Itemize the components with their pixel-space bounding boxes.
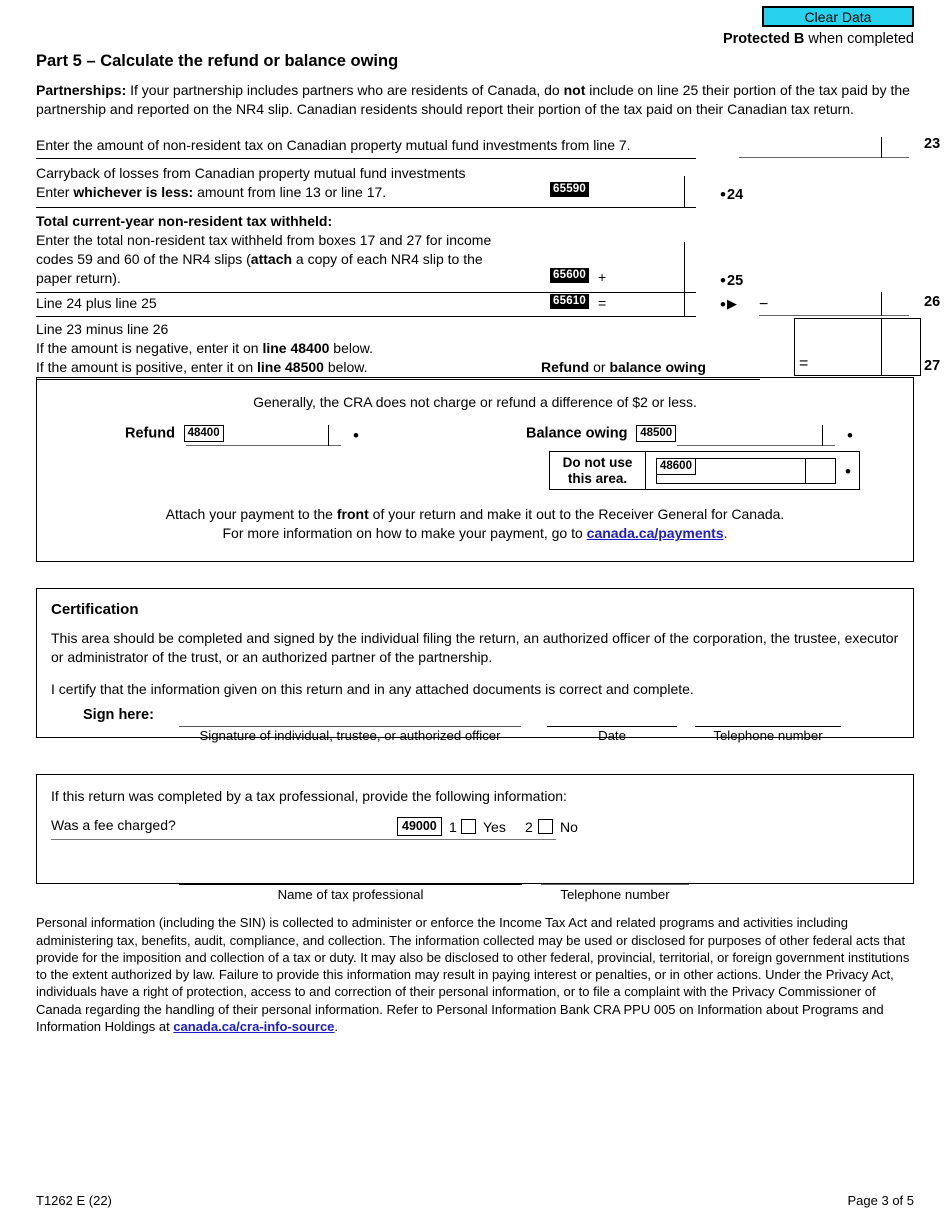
fee-charged-rule: [51, 839, 556, 840]
line-26-arrow-icon: ▶: [727, 296, 737, 312]
line-27-result-box[interactable]: [794, 318, 921, 376]
payment-line-2: [37, 524, 913, 543]
partnerships-not: not: [563, 82, 586, 98]
reserved-cents-separator: [805, 458, 806, 484]
cra-info-source-link[interactable]: canada.ca/cra-info-source: [173, 1018, 335, 1034]
yes-option-number: 1: [449, 819, 457, 836]
line-27-neg-1: If the amount is negative, enter it on: [36, 340, 263, 357]
line-26-operator: =: [598, 295, 607, 312]
payment-line-1: [37, 505, 913, 524]
privacy-text: Personal information (including the SIN) is collected to administer or enforce the Income Tax Act and related programs and activities including administering tax, benefits, audit, compliance, and collection. The information collected may be used or disclosed for purposes of other federal acts that provide for the imposition and collection of a tax or duty. It may also be disclosed to other federal, provincial, territorial, or foreign government institutions to the extent authorized by law. Failure to provide this information may result in paying interest or penalties, or in other actions. Under the Privacy Act, individuals have a right of protection, access to and correction of their personal information, or to file a complaint with the Privacy Commissioner of Canada regarding the handling of their personal information. Refer to Personal Information Bank CRA PPU 005 on Information about Programs and Information Holdings at: [36, 915, 910, 1034]
line-23-text: Enter the amount of non-resident tax on Canadian property mutual fund investments from line 7.: [36, 137, 631, 154]
line-26-rule: [36, 316, 696, 317]
cra-difference-note: Generally, the CRA does not charge or refund a difference of $2 or less.: [253, 394, 697, 411]
refund-cents-separator: [328, 425, 329, 446]
payment-front-bold: front: [336, 506, 369, 523]
line-24-number: 24: [727, 187, 744, 204]
line-24-text-2: [36, 183, 386, 202]
do-not-use-panel: Do not use this area. 48600 •: [549, 451, 860, 490]
line-25-text-3: paper return).: [36, 270, 121, 287]
partnerships-note: [36, 81, 914, 118]
line-27-equals-sign: =: [799, 355, 809, 373]
page-title: Part 5 – Calculate the refund or balance owing: [36, 52, 399, 70]
line-24-cents-separator: [684, 176, 685, 207]
line-27-row: [36, 320, 941, 382]
do-not-use-line-2: this area.: [567, 470, 628, 486]
form-code: T1262 E (22): [36, 1193, 112, 1208]
telephone-field[interactable]: [695, 707, 841, 727]
no-option-number: 2: [525, 819, 533, 836]
payment-instructions: [37, 505, 913, 543]
field-code-49000[interactable]: 49000: [397, 817, 442, 836]
fee-charged-question: Was a fee charged?: [51, 817, 176, 834]
balance-owing-label: Balance owing: [526, 425, 628, 442]
tax-professional-intro: If this return was completed by a tax professional, provide the following information:: [51, 788, 567, 805]
line-23-number: 23: [924, 136, 941, 153]
payment-period: .: [723, 525, 728, 542]
page-number: Page 3 of 5: [847, 1193, 914, 1208]
line-24-whichever: whichever is less:: [73, 184, 194, 201]
date-caption: Date: [598, 727, 626, 743]
line-27-pos-2: below.: [323, 359, 368, 376]
field-code-65600[interactable]: 65600: [550, 268, 589, 283]
signature-caption: Signature of individual, trustee, or authorized officer: [199, 727, 501, 743]
payment-attach-text: Attach your payment to the: [165, 506, 337, 523]
balance-owing-amount-field[interactable]: [677, 426, 835, 446]
refund-balance-panel: Generally, the CRA does not charge or refund a difference of $2 or less. Refund 48400 • Balance owing 48500 • Do not use this area. 48600 • Attach your payment to the front of your return and make it out to the Receiver General for Canada. For more information on how to make your payment, go to canada.ca/payments.: [36, 377, 914, 562]
field-code-48500[interactable]: 48500: [636, 425, 676, 442]
line-26-result-field[interactable]: [759, 292, 909, 316]
signature-row: [51, 707, 899, 747]
partnerships-text-1: If your partnership includes partners who are residents of Canada, do: [126, 82, 564, 98]
line-26-number: 26: [924, 294, 941, 311]
line-25-operator: +: [598, 269, 607, 286]
fee-yes-checkbox[interactable]: [461, 819, 476, 834]
line-23-amount-field[interactable]: [739, 134, 909, 158]
tax-professional-name-caption: Name of tax professional: [277, 887, 424, 903]
line-27-or: or: [589, 359, 610, 376]
yes-option-label: Yes: [483, 819, 506, 836]
signature-field[interactable]: [179, 707, 521, 727]
line-26-minus-sign: −: [759, 296, 769, 314]
privacy-notice: [36, 914, 914, 1035]
privacy-period: .: [334, 1018, 339, 1034]
line-48500-ref: line 48500: [257, 359, 324, 376]
line-27-refund-label: Refund: [541, 359, 590, 376]
tax-professional-name-field[interactable]: [179, 867, 522, 885]
line-26-row: Line 24 plus line 25 65610 = • ▶ − 26: [36, 292, 914, 320]
refund-amount-field[interactable]: [186, 426, 341, 446]
line-23-text-rule: [36, 158, 696, 159]
clear-data-button[interactable]: Clear Data: [762, 6, 914, 27]
line-27-number: 27: [924, 358, 941, 375]
line-23-row: [36, 134, 941, 162]
fee-no-checkbox[interactable]: [538, 819, 553, 834]
partnerships-label: Partnerships:: [36, 82, 127, 98]
line-26-text: Line 24 plus line 25: [36, 295, 157, 312]
line-25-heading: [36, 212, 332, 231]
line-25-heading-text: Total current-year non-resident tax withheld:: [36, 213, 333, 230]
field-code-48400[interactable]: 48400: [184, 425, 224, 442]
protected-b-suffix: when completed: [804, 31, 914, 47]
line-24-rule: [36, 207, 696, 208]
line-25-number: 25: [727, 273, 744, 290]
line-27-cents-separator: [881, 318, 882, 376]
calculation-block: [36, 134, 941, 376]
line-27-neg-2: below.: [329, 340, 373, 357]
refund-label: Refund: [125, 425, 175, 442]
line-24-enter: Enter: [36, 184, 74, 201]
sign-here-label: Sign here:: [83, 706, 154, 723]
line-27-text-2: [36, 339, 373, 358]
line-25-copy: a copy of each NR4 slip to the: [292, 251, 483, 268]
line-27-pos-1: If the amount is positive, enter it on: [36, 359, 258, 376]
date-field[interactable]: [547, 707, 677, 727]
fee-charged-row: [51, 817, 899, 851]
line-24-amount-from: amount from line 13 or line 17.: [193, 184, 387, 201]
tax-professional-panel: [36, 774, 914, 903]
partnerships-text-2: include on line 25 their portion of the tax paid by the partnership and reported on the NR4 slip. Canadian residents should report their portion of the tax paid on their Canadian tax return.: [36, 82, 910, 117]
certification-paragraph-1: This area should be completed and signed by the individual filing the return, an authorized officer of the corporation, the trustee, executor or administrator of the trust, or an authorized partner of the partnership.: [51, 630, 899, 666]
line-24-amount-field[interactable]: [596, 180, 696, 202]
line-25-text-1: Enter the total non-resident tax withheld from boxes 17 and 27 for income: [36, 232, 492, 249]
balance-cents-separator: [822, 425, 823, 446]
line-27-text-3: [36, 358, 368, 377]
line-25-attach: attach: [250, 251, 293, 268]
tax-professional-fields-row: [51, 867, 899, 901]
field-code-48600[interactable]: 48600: [656, 458, 696, 475]
protected-b-label: Protected B: [722, 31, 805, 47]
tax-professional-phone-field[interactable]: [541, 867, 689, 885]
line-24-text-1: Carryback of losses from Canadian property mutual fund investments: [36, 165, 466, 182]
do-not-use-line-1: Do not use: [562, 455, 633, 471]
balance-owing-group: [526, 425, 676, 442]
line-26-result-cents-separator: [881, 292, 882, 316]
line-25-text-2: [36, 250, 483, 269]
line-48400-ref: line 48400: [262, 340, 330, 357]
protected-b-notice: [723, 31, 914, 47]
line-25-codes: codes 59 and 60 of the NR4 slips (: [36, 251, 251, 268]
certification-paragraph-2: I certify that the information given on this return and in any attached documents is correct and complete.: [51, 681, 694, 697]
line-27-caption: [541, 358, 706, 377]
canada-payments-link[interactable]: canada.ca/payments: [586, 525, 724, 542]
line-24-row: Carryback of losses from Canadian property mutual fund investments Enter whichever is less: amount from line 13 or line 17. 65590 • 24: [36, 162, 914, 212]
certification-panel: [36, 588, 914, 743]
line-25-cents-separator: [684, 242, 685, 292]
do-not-use-label: [550, 452, 646, 489]
line-26-cents-separator: [684, 292, 685, 316]
payment-moreinfo-text: For more information on how to make your payment, go to: [222, 525, 587, 542]
line-27-balance-label: balance owing: [609, 359, 706, 376]
certification-heading: Certification: [51, 601, 139, 619]
page-footer: [36, 1193, 914, 1208]
line-27-text-1: Line 23 minus line 26: [36, 321, 169, 338]
field-code-65590[interactable]: 65590: [550, 182, 589, 197]
line-25-row: Total current-year non-resident tax withheld: Enter the total non-resident tax withheld from boxes 17 and 27 for income codes 59 and 60 of the NR4 slips (attach a copy of each NR4 slip to the paper return). 65600 + • 25: [36, 212, 914, 287]
page-header: [36, 0, 914, 52]
telephone-caption: Telephone number: [713, 727, 823, 743]
no-option-label: No: [560, 819, 578, 836]
line-23-cents-separator: [881, 137, 882, 158]
tax-professional-phone-caption: Telephone number: [560, 887, 670, 903]
field-code-65610[interactable]: 65610: [550, 294, 589, 309]
payment-receiver-text: of your return and make it out to the Receiver General for Canada.: [368, 506, 785, 523]
